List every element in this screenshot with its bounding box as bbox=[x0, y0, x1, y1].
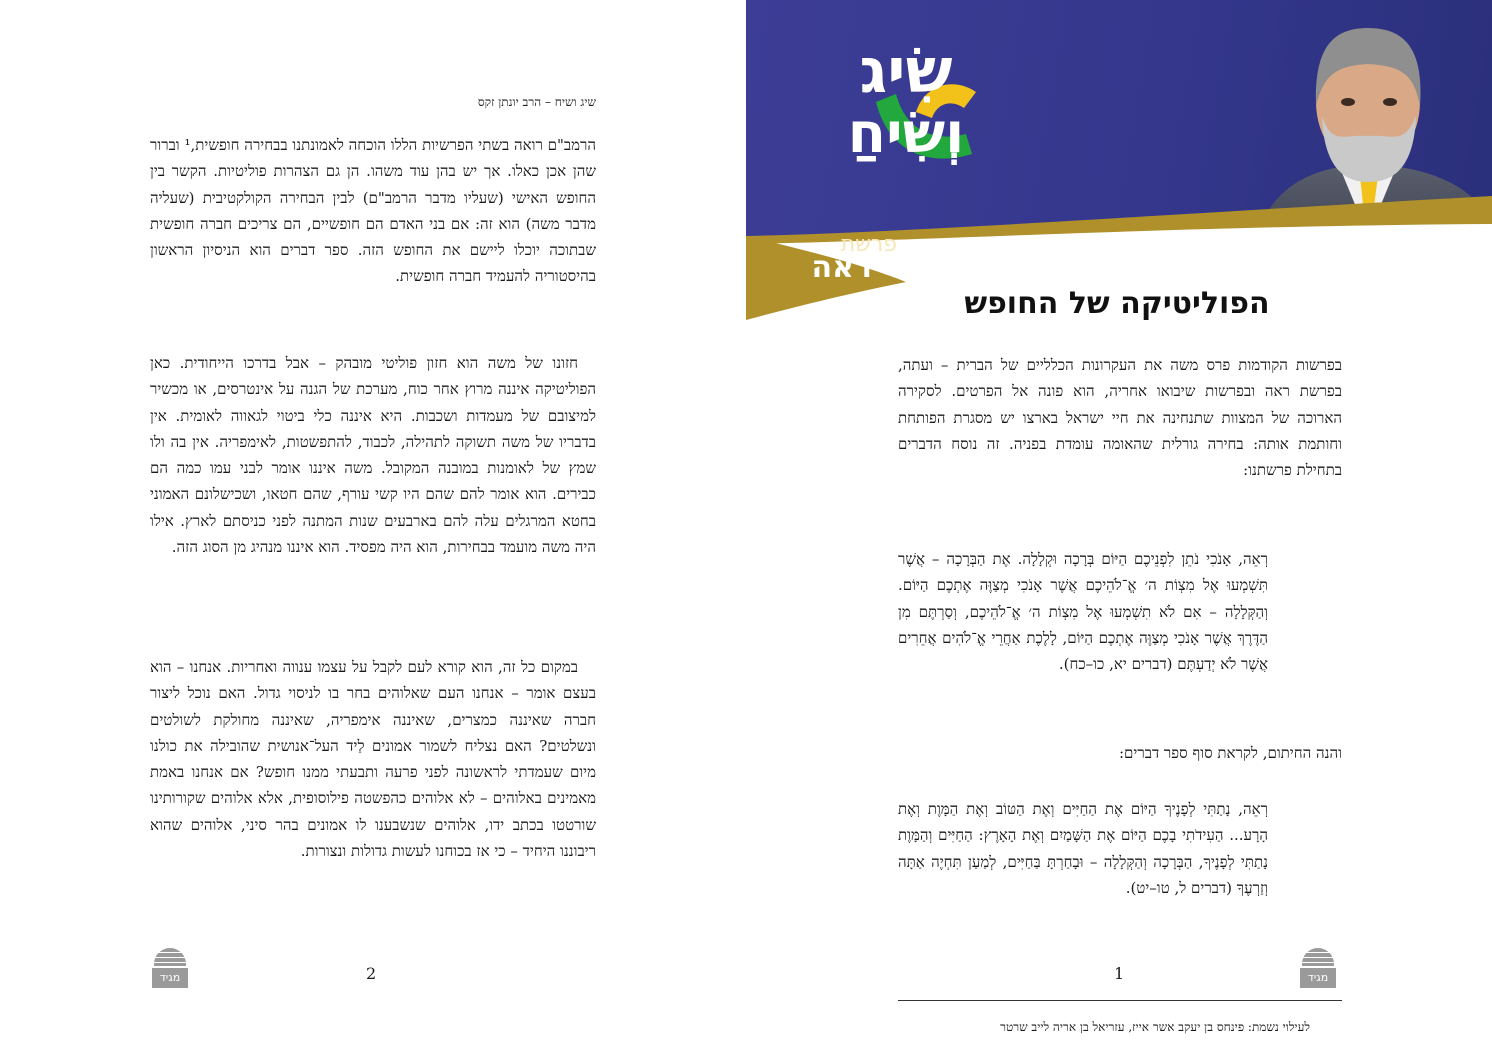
page-number: 1 bbox=[1114, 964, 1125, 983]
dedication-footer: לעילוי נשמת: פינחס בן יעקב אשר אייז, עזריאל בן אריה לייב שרטר bbox=[1000, 1020, 1310, 1034]
page-number: 2 bbox=[366, 964, 377, 983]
logo-text: מגיד bbox=[1300, 968, 1336, 988]
brand-line2: וְשִׂיחַ bbox=[847, 101, 965, 166]
parsha-label: פרשת bbox=[840, 232, 897, 257]
block-quote: רְאֵה, אָנֹכִי נֹתֵן לִפְנֵיכֶם הַיּוֹם בְּרָכָה וּקְלָלָה. אֶת הַבְּרָכָה – אֲשֶׁר תִּשְׁמְעוּ אֶל מִצְוֹת ה׳ אֱ־לֹהֵיכֶם אֲשֶׁר אָנֹכִי מְצַוֶּה אֶתְכֶם הַיּוֹם. וְהַקְּלָלָה – אִם לֹא תִשְׁמְעוּ אֶל מִצְוֹת ה׳ אֱ־לֹהֵיכֶם, וְסַרְתֶּם מִן הַדֶּרֶךְ אֲשֶׁר אָנֹכִי מְצַוֶּה אֶתְכֶם הַיּוֹם, לָלֶכֶת אַחֲרֵי אֱ־לֹהִים אֲחֵרִים אֲשֶׁר לֹא יְדַעְתֶּם (דברים יא, כו–כח). bbox=[898, 550, 1268, 674]
footer-divider bbox=[898, 1000, 1342, 1001]
running-head: שיג ושיח – הרב יונתן זקס bbox=[477, 95, 596, 109]
body-paragraph: הרמב"ם רואה בשתי הפרשיות הללו הוכחה לאמונתנו בבחירה חופשית,¹ וברור שהן אכן כאלו. אך יש בהן עוד משהו. הן גם הצהרות פוליטיות. הקשר בין החופש האישי (שעליו מדבר הרמב"ם) לבין הבחירה הקולקטיבית (שעליה מדבר משה) הוא זה: אם בני האדם הם חופשיים, הם צריכים חברה חופשית שבתוכה יוכלו ליישם את החופש הזה. ספר דברים הוא הניסיון הראשון בהיסטוריה להעמיד חברה חופשית. bbox=[150, 136, 596, 286]
header-banner bbox=[746, 0, 1492, 320]
brand-line1: שִׂיג bbox=[859, 34, 953, 107]
article-title: הפוליטיקה של החופש bbox=[964, 286, 1270, 321]
publisher-logo bbox=[152, 948, 188, 990]
logo-dome-icon bbox=[1302, 948, 1334, 966]
body-paragraph: חזונו של משה הוא חזון פוליטי מובהק – אבל בדרכו הייחודית. כאן הפוליטיקה איננה מרוץ אחר כוח, מערכת של הגנה על אינטרסים, או מכשיר למיצובם של מעמדות ושכבות. היא איננה כלי ביטוי לגאווה לאומית. אין בדבריו של משה תשוקה לתהילה, לכבוד, להתפשטות, לאימפריה. אין בה ולו שמץ של לאומנות במובנה המקובל. משה איננו אומר לבני עמו כמה הם כבירים. הוא אומר להם שהם היו קשי עורף, שהם חטאו, ושכישלונם האמוני בחטא המרגלים עלה להם בארבעים שנות המתנה לפני כניסתם לארץ. אילו היה משה מועמד בבחירות, הוא היה מפסיד. הוא איננו מנהיג מן הסוג הזה. bbox=[150, 354, 596, 557]
body-paragraph: במקום כל זה, הוא קורא לעם לקבל על עצמו ענווה ואחריות. אנחנו – הוא בעצם אומר – אנחנו העם שאלוהים בחר בו לניסוי גדול. האם נוכל ליצור חברה שאיננה כמצרים, שאיננה אימפריה, שאיננה מחולקת לשולטים ונשלטים? האם נצליח לשמור אמונים לַיד העל־אנושית שהובילה את כולנו מיום שעמדתי לראשונה לפני פרעה ותבעתי ממנו חופש? אם אנחנו באמת מאמינים באלוהים – לא אלוהים כהפשטה פילוסופית, אלא אלוהים שקורותינו שורטטו בכתב ידו, אלוהים שנשבענו לו אמונים בהר סיני, אלוהים שהוא ריבוננו היחיד – כי אז בכוחנו לעשות גדולות ונצורות. bbox=[150, 658, 596, 861]
lead-in-paragraph: והנה החיתום, לקראת סוף ספר דברים: bbox=[1119, 744, 1342, 762]
publisher-logo bbox=[1300, 948, 1336, 990]
block-quote: רְאֵה, נָתַתִּי לְפָנֶיךָ הַיּוֹם אֶת הַחַיִּים וְאֶת הַטּוֹב וְאֶת הַמָּוֶת וְאֶת הָרָע... הַעִידֹתִי בָכֶם הַיּוֹם אֶת הַשָּׁמַיִם וְאֶת הָאָרֶץ: הַחַיִּים וְהַמָּוֶת נָתַתִּי לְפָנֶיךָ, הַבְּרָכָה וְהַקְּלָלָה – וּבָחַרְתָּ בַּחַיִּים, לְמַעַן תִּחְיֶה אַתָּה וְזַרְעֶךָ (דברים ל, טו–יט). bbox=[898, 800, 1268, 897]
parsha-name: ראה bbox=[811, 250, 872, 285]
intro-paragraph: בפרשות הקודמות פרס משה את העקרונות הכלליים של הברית – ועתה, בפרשת ראה ובפרשות שיבואו אחריה, הוא פונה אל הפרטים. לסקירה הארוכה של המצוות שתנחינה את חיי ישראל בארצו יש מסגרת הפותחת וחותמת אותה: בחירה גורלית שהאומה עומדת בפניה. זה נוסח הדברים בתחילת פרשתנו: bbox=[898, 356, 1342, 480]
logo-dome-icon bbox=[154, 948, 186, 966]
logo-text: מגיד bbox=[152, 968, 188, 988]
right-page bbox=[746, 0, 1492, 1058]
